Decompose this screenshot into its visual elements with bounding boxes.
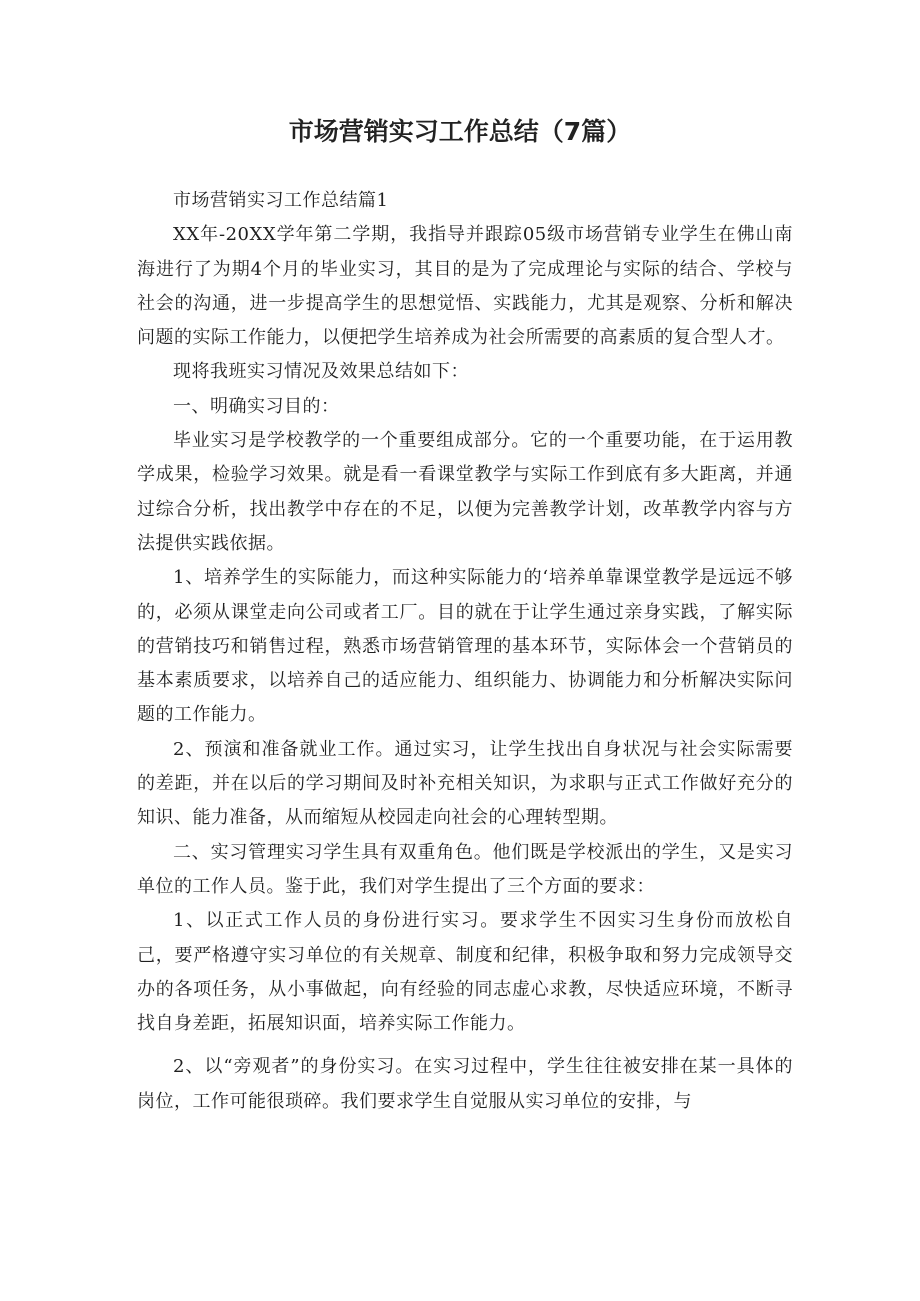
document-title: 市场营销实习工作总结（7篇） bbox=[288, 117, 632, 146]
paragraph: 一、明确实习目的： bbox=[173, 395, 340, 417]
paragraph: XX年-20XX学年第二学期，我指导并跟踪05级市场营销专业学生在佛山南海进行了为期4个月的毕业实习，其目的是为了完成理论与实际的结合、学校与社会的沟通，进一步提高学生的思想觉悟、实践能力，尤其是观察、分析和解决问题的实际工作能力，以便把学生培养成为社会所需要的高素质的复合型人才。 bbox=[137, 224, 793, 349]
paragraph: 现将我班实习情况及效果总结如下： bbox=[173, 361, 469, 383]
paragraph: 二、实习管理实习学生具有双重角色。他们既是学校派出的学生，又是实习单位的工作人员。鉴于此，我们对学生提出了三个方面的要求： bbox=[137, 841, 793, 897]
paragraph: 1、培养学生的实际能力，而这种实际能力的‘培养单靠课堂教学是远远不够的，必须从课堂走向公司或者工厂。目的就在于让学生通过亲身实践，了解实际的营销技巧和销售过程，熟悉市场营销管理的基本环节，实际体会一个营销员的基本素质要求，以培养自己的适应能力、组织能力、协调能力和分析解决实际问题的工作能力。 bbox=[137, 567, 793, 726]
paragraph: 毕业实习是学校教学的一个重要组成部分。它的一个重要功能，在于运用教学成果，检验学习效果。就是看一看课堂教学与实际工作到底有多大距离，并通过综合分析，找出教学中存在的不足，以便为完善教学计划，改革教学内容与方法提供实践依据。 bbox=[137, 430, 793, 554]
paragraph: 2、预演和准备就业工作。通过实习，让学生找出自身状况与社会实际需要的差距，并在以后的学习期间及时补充相关知识，为求职与正式工作做好充分的知识、能力准备，从而缩短从校园走向社会的心理转型期。 bbox=[137, 738, 793, 829]
paragraph: 1、以正式工作人员的身份进行实习。要求学生不因实习生身份而放松自己，要严格遵守实习单位的有关规章、制度和纪律，积极争取和努力完成领导交办的各项任务，从小事做起，向有经验的同志虚心求教，尽快适应环境，不断寻找自身差距，拓展知识面，培养实际工作能力。 bbox=[137, 910, 793, 1035]
section-heading: 市场营销实习工作总结篇1 bbox=[173, 190, 389, 211]
paragraph: 2、以“旁观者”的身份实习。在实习过程中，学生往往被安排在某一具体的岗位，工作可能很琐碎。我们要求学生自觉服从实习单位的安排，与 bbox=[137, 1056, 793, 1112]
document-body bbox=[137, 184, 793, 1119]
